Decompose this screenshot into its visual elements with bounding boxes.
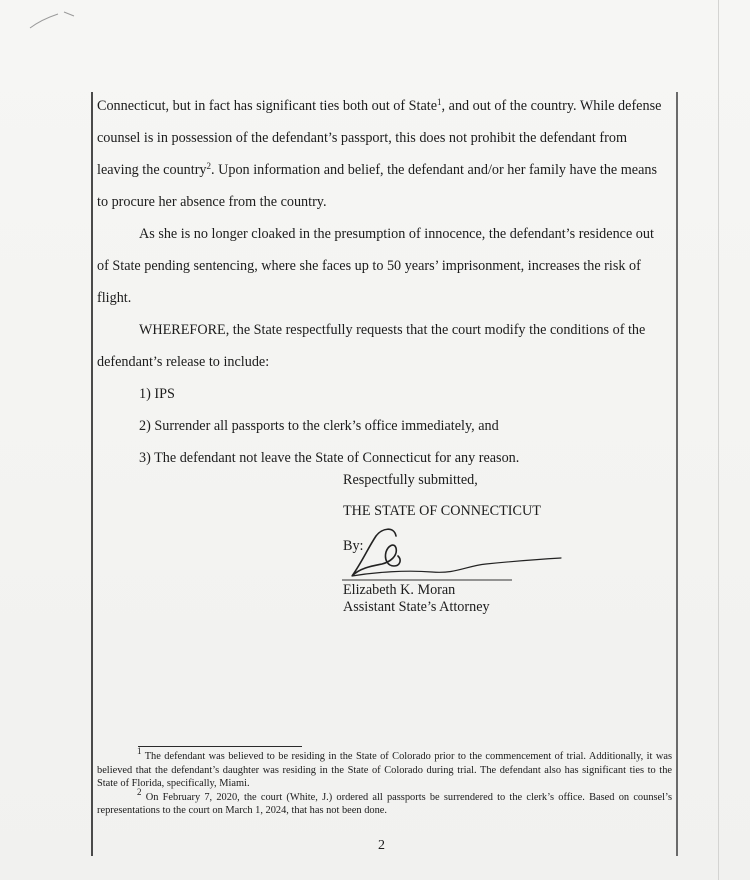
request-item-2: 2) Surrender all passports to the clerk’s office immediately, and [139, 418, 499, 434]
scan-edge-line [718, 0, 719, 880]
right-margin-line [676, 92, 678, 856]
footnote-2-marker: 2 [137, 786, 142, 797]
footnote-ref-1: 1 [437, 97, 442, 107]
request-item-3: 3) The defendant not leave the State of Connecticut for any reason. [139, 450, 520, 466]
attorney-title: Assistant State’s Attorney [343, 599, 490, 615]
left-margin-line [91, 92, 93, 856]
footnote-2 [97, 786, 672, 818]
paragraph-ties-part1: Connecticut, but in fact has significant ties both out of State [97, 98, 438, 114]
body-text [97, 90, 667, 474]
footnote-2-text: On February 7, 2020, the court (White, J.) ordered all passports be surrendered to the clerk’s office. Based on counsel’s representations to the court on March 1, 2024, that has not been done. [97, 791, 672, 816]
paragraph-ties-part3: . Upon information and belief, the defendant and/or her family have the means to procure her absence from the country. [97, 162, 657, 210]
page-number: 2 [378, 838, 385, 853]
paragraph-ties-part2: , and out of the country. While defense counsel is in possession of the defendant’s passport, this does not prohibit the defendant from leaving the country [97, 98, 662, 178]
party-name: THE STATE OF CONNECTICUT [343, 503, 541, 519]
scan-mark [28, 10, 78, 32]
request-item-1: 1) IPS [139, 386, 175, 402]
footnote-1-marker: 1 [137, 746, 142, 756]
paragraph-ties [97, 90, 667, 218]
paragraph-presumption: As she is no longer cloaked in the presumption of innocence, the defendant’s residence out of State pending sentencing, where she faces up to 50 years’ imprisonment, increases the risk of flight. [97, 226, 654, 306]
attorney-name: Elizabeth K. Moran [343, 582, 456, 598]
handwritten-signature [336, 522, 566, 588]
paragraph-wherefore: WHEREFORE, the State respectfully requests that the court modify the conditions of the defendant’s release to include: [97, 322, 646, 370]
footnotes [97, 746, 672, 818]
closing-text: Respectfully submitted, [343, 472, 478, 488]
footnote-divider [138, 746, 302, 747]
footnote-1 [97, 746, 672, 791]
footnote-ref-2: 2 [206, 161, 212, 171]
footnote-1-text: The defendant was believed to be residing in the State of Colorado prior to the commencement of trial. Additionally, it was believed that the defendant’s daughter was residing in the State of Colorado during trial. The defendant also has significant ties to the State of Florida, specifically, Miami. [97, 751, 672, 789]
by-label: By: [343, 538, 364, 554]
